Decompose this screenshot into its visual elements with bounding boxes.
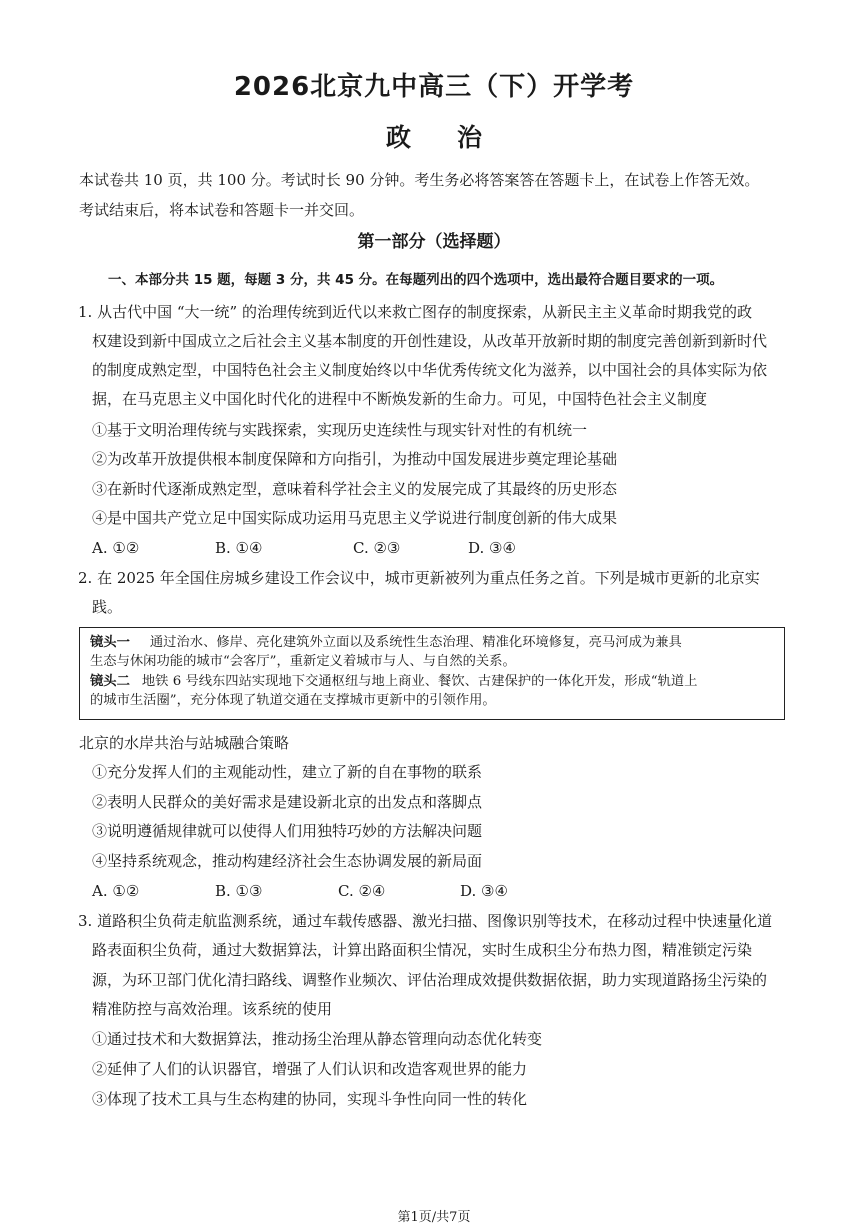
q2-statement-1: ①充分发挥人们的主观能动性，建立了新的自在事物的联系: [92, 763, 483, 781]
q2-option-a[interactable]: A. ①②: [92, 882, 140, 900]
q2-statement-4: ④坚持系统观念，推动构建经济社会生态协调发展的新局面: [92, 852, 483, 870]
q1-option-a[interactable]: A. ①②: [92, 539, 140, 557]
exam-title: 2026北京九中高三（下）开学考: [233, 72, 635, 102]
box-text: 地铁 6 号线东四站实现地下交通枢纽与地上商业、餐饮、古建保护的一体化开发，形成“轨道上: [141, 674, 698, 689]
intro-line-2: 考试结束后，将本试卷和答题卡一并交回。: [79, 201, 365, 219]
q1-statement-1: ①基于文明治理传统与实践探索，实现历史连续性与现实针对性的有机统一: [92, 421, 588, 439]
part1-instruction: 一、本部分共 15 题，每题 3 分，共 45 分。在每题列出的四个选项中，选出最符合题目要求的一项。: [108, 272, 724, 288]
q1-statement-2: ②为改革开放提供根本制度保障和方向指引，为推动中国发展进步奠定理论基础: [92, 450, 618, 468]
q2-stem-line: 2. 在 2025 年全国住房城乡建设工作会议中，城市更新被列为重点任务之首。下列是城市更新的北京实: [78, 569, 760, 587]
subject-char-2: 治: [457, 123, 483, 152]
q2-statement-3: ③说明遵循规律就可以使得人们用独特巧妙的方法解决问题: [92, 822, 483, 840]
q2-option-c[interactable]: C. ②④: [338, 882, 386, 900]
q2-options: [92, 881, 808, 901]
q1-stem-line: 权建设到新中国成立之后社会主义基本制度的开创性建设，从改革开放新时期的制度完善创新到新时代: [92, 332, 768, 350]
q1-option-c[interactable]: C. ②③: [353, 539, 401, 557]
box-text: 通过治水、修岸、亮化建筑外立面以及系统性生态治理、精准化环境修复，亮马河成为兼具: [149, 635, 682, 650]
q2-option-b[interactable]: B. ①③: [215, 882, 263, 900]
material-box: [79, 627, 785, 720]
q1-option-b[interactable]: B. ①④: [215, 539, 263, 557]
q1-options: [92, 538, 808, 558]
subject-title: [0, 118, 868, 154]
q3-statement-3: ③体现了技术工具与生态构建的协同，实现斗争性向同一性的转化: [92, 1090, 528, 1108]
q1-statement-4: ④是中国共产党立足中国实际成功运用马克思主义学说进行制度创新的伟大成果: [92, 509, 618, 527]
box-line: [90, 634, 776, 652]
q2-option-d[interactable]: D. ③④: [460, 882, 508, 900]
q1-stem-line: 的制度成熟定型，中国特色社会主义制度始终以中华优秀传统文化为滋养，以中国社会的具体实际为依: [92, 361, 768, 379]
q1-stem-line: 1. 从古代中国 “大一统” 的治理传统到近代以来救亡图存的制度探索，从新民主主义革命时期我党的政: [78, 303, 752, 321]
q1-statement-3: ③在新时代逐渐成熟定型，意味着科学社会主义的发展完成了其最终的历史形态: [92, 480, 618, 498]
box-tag-2: 镜头二: [90, 674, 130, 689]
box-line: [90, 673, 776, 691]
q3-statement-1: ①通过技术和大数据算法，推动扬尘治理从静态管理向动态优化转变: [92, 1030, 543, 1048]
page-number: 第1页/共7页: [397, 1210, 471, 1225]
q3-stem-line: 路表面积尘负荷，通过大数据算法，计算出路面积尘情况，实时生成积尘分布热力图，精准锁定污染: [92, 941, 753, 959]
part1-title: 第一部分（选择题）: [357, 232, 511, 252]
q1-option-d[interactable]: D. ③④: [468, 539, 516, 557]
q3-stem-line: 精准防控与高效治理。该系统的使用: [92, 1000, 333, 1018]
intro-line-1: 本试卷共 10 页，共 100 分。考试时长 90 分钟。考生务必将答案答在答题卡上，在试卷上作答无效。: [79, 171, 760, 189]
box-line: 生态与休闲功能的城市“会客厅”，重新定义着城市与人、与自然的关系。: [90, 654, 516, 669]
box-line: 的城市生活圈”，充分体现了轨道交通在支撑城市更新中的引领作用。: [90, 693, 496, 708]
q3-stem-line: 源，为环卫部门优化清扫路线、调整作业频次、评估治理成效提供数据依据，助力实现道路扬尘污染的: [92, 971, 768, 989]
q3-stem-line: 3. 道路积尘负荷走航监测系统，通过车载传感器、激光扫描、图像识别等技术，在移动过程中快速量化道: [78, 912, 773, 930]
q2-lead: 北京的水岸共治与站城融合策略: [79, 734, 290, 752]
q2-statement-2: ②表明人民群众的美好需求是建设新北京的出发点和落脚点: [92, 793, 483, 811]
subject-char-1: 政: [385, 123, 411, 152]
q1-stem-line: 据，在马克思主义中国化时代化的进程中不断焕发新的生命力。可见，中国特色社会主义制度: [92, 390, 708, 408]
box-tag-1: 镜头一: [90, 635, 130, 650]
q2-stem-line: 践。: [92, 598, 123, 616]
q3-statement-2: ②延伸了人们的认识器官，增强了人们认识和改造客观世界的能力: [92, 1060, 528, 1078]
